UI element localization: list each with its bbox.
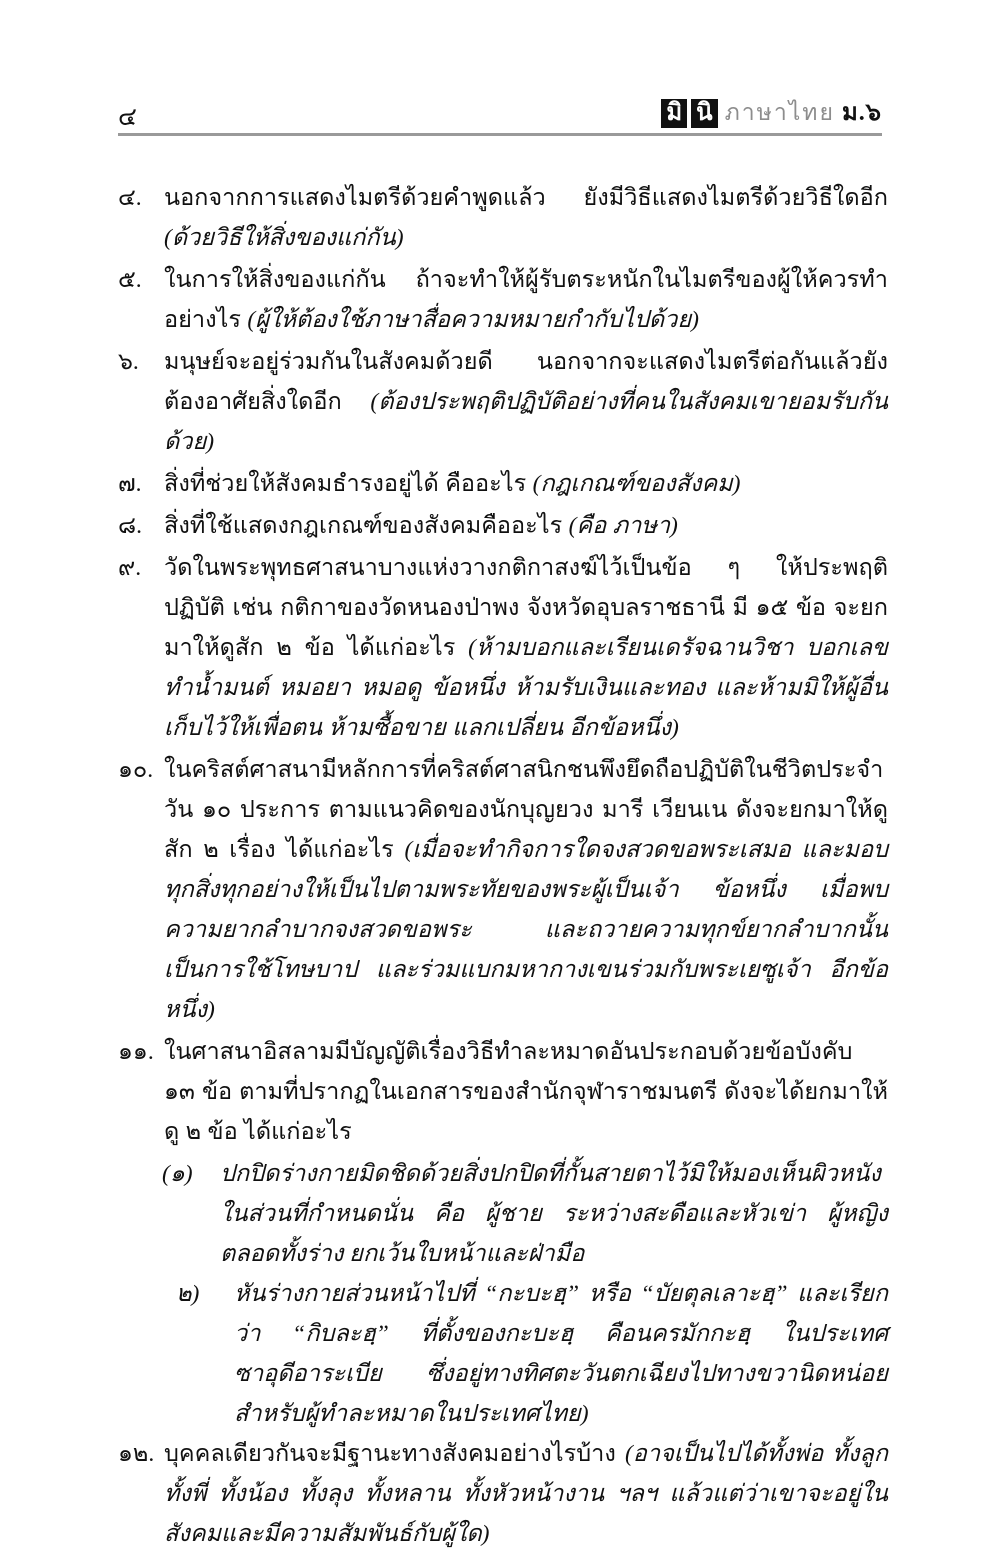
question-item [118, 178, 888, 258]
question-item [118, 260, 888, 340]
question-item [118, 548, 888, 748]
question-number: ๑๐. [118, 757, 154, 783]
subquestion-text: ปกปิดร่างกายมิดชิดด้วยสิ่งปกปิดที่กั้นสายตาไว้มิให้มองเห็นผิวหนังในส่วนที่กำหนดนั่น คือ ผู้ชาย ระหว่างสะดือและหัวเข่า ผู้หญิง ตลอดทั้งร่าง ยกเว้นใบหน้าและฝ่ามือ [220, 1161, 888, 1267]
question-number: ๑๑. [118, 1039, 154, 1065]
subquestion-item [162, 1274, 888, 1434]
question-text: ในคริสต์ศาสนามีหลักการที่คริสต์ศาสนิกชนพึงยึดถือปฏิบัติในชีวิตประจำวัน ๑๐ ประการ ตามแนวคิดของนักบุญยวง มารี เวียนเน ดังจะยกมาให้ดูสัก ๒ เรื่อง ได้แก่อะไร [164, 757, 888, 863]
brand-logo-icon [661, 99, 717, 128]
running-header [118, 86, 882, 132]
subquestion-group [118, 1154, 888, 1434]
question-answer: (อาจเป็นไปได้ทั้งพ่อ ทั้งลูก ทั้งพี่ ทั้งน้อง ทั้งลุง ทั้งหลาน ทั้งหัวหน้างาน ฯลฯ แล้วแต่ว่าเขาจะอยู่ในสังคมและมีความสัมพันธ์กับผู้ใด) [164, 1441, 888, 1547]
subquestion-text: หันร่างกายส่วนหน้าไปที่ “กะบะฮฺ” หรือ “บัยตุลเลาะฮฺ” และเรียกว่า “กิบละฮฺ” ที่ตั้งของกะบะฮฺ คือนครมักกะฮฺ ในประเทศซาอุดีอาระเบีย ซึ่งอยู่ทางทิศตะวันตกเฉียงไปทางขวานิดหน่อยสำหรับผู้ทำละหมาดในประเทศไทย) [234, 1281, 888, 1427]
question-item [118, 1434, 888, 1554]
question-text: มนุษย์จะอยู่ร่วมกันในสังคมด้วยดี นอกจากจะแสดงไมตรีต่อกันแล้วยังต้องอาศัยสิ่งใดอีก [164, 349, 888, 415]
question-item [118, 1032, 888, 1152]
question-item [118, 750, 888, 1030]
question-answer: (ต้องประพฤติปฏิบัติอย่างที่คนในสังคมเขายอมรับกันด้วย) [164, 389, 888, 455]
question-answer: (เมื่อจะทำกิจการใดจงสวดขอพระเสมอ และมอบทุกสิ่งทุกอย่างให้เป็นไปตามพระทัยของพระผู้เป็นเจ้า ข้อหนึ่ง เมื่อพบความยากลำบากจงสวดขอพระ และถวายความทุกข์ยากลำบากนั้นเป็นการใช้โทษบาป และร่วมแบกมหากางเขนร่วมกับพระเยซูเจ้า อีกข้อหนึ่ง) [164, 837, 889, 1023]
question-body [164, 1434, 888, 1554]
question-item [118, 506, 888, 546]
question-body [164, 548, 888, 748]
question-text: นอกจากการแสดงไมตรีด้วยคำพูดแล้ว ยังมีวิธีแสดงไมตรีด้วยวิธีใดอีก [164, 185, 888, 211]
question-body [164, 342, 888, 462]
subquestion-list [162, 1154, 888, 1434]
question-answer: (ห้ามบอกและเรียนเดรัจฉานวิชา บอกเลข ทำน้ำมนต์ หมอยา หมอดู ข้อหนึ่ง ห้ามรับเงินและทอง และห้ามมิให้ผู้อื่นเก็บไว้ให้เพื่อตน ห้ามซื้อขาย แลกเปลี่ยน อีกข้อหนึ่ง) [164, 635, 888, 741]
question-list [118, 178, 888, 1554]
subquestion-number: (๑) [162, 1161, 193, 1187]
question-body [164, 178, 888, 258]
question-body [164, 506, 888, 546]
header-divider [118, 133, 882, 136]
question-body [164, 464, 888, 504]
question-text: สิ่งที่ช่วยให้สังคมธำรงอยู่ได้ คืออะไร [164, 471, 533, 497]
question-answer: (คือ ภาษา) [568, 513, 678, 539]
subquestion-number: ๒) [176, 1281, 200, 1307]
question-number: ๙. [118, 555, 142, 581]
brand-letter-1: มิ [661, 99, 687, 128]
question-item [118, 342, 888, 462]
question-body [164, 1032, 888, 1152]
question-number: ๗. [118, 471, 142, 497]
question-answer: (ด้วยวิธีให้สิ่งของแก่กัน) [164, 225, 404, 251]
brand-letter-2: นิ [691, 99, 717, 128]
question-item [118, 464, 888, 504]
question-body [164, 260, 888, 340]
question-number: ๑๒. [118, 1441, 155, 1467]
question-text: สิ่งที่ใช้แสดงกฎเกณฑ์ของสังคมคืออะไร [164, 513, 569, 539]
question-list-container [118, 178, 888, 1556]
question-number: ๕. [118, 267, 142, 293]
page-number: ๔ [118, 104, 138, 131]
question-text: ในการให้สิ่งของแก่กัน ถ้าจะทำให้ผู้รับตระหนักในไมตรีของผู้ให้ควรทำอย่างไร [164, 267, 888, 333]
question-body [164, 750, 888, 1030]
question-text: วัดในพระพุทธศาสนาบางแห่งวางกติกาสงฆ์ไว้เป็นข้อ ๆ ให้ประพฤติปฏิบัติ เช่น กติกาของวัดหนองป่าพง จังหวัดอุบลราชธานี มี ๑๕ ข้อ จะยกมาให้ดูสัก ๒ ข้อ ได้แก่อะไร [164, 555, 888, 661]
question-text: บุคคลเดียวกันจะมีฐานะทางสังคมอย่างไรบ้าง [164, 1441, 625, 1467]
subquestion-list-container [162, 1154, 888, 1434]
question-text: ในศาสนาอิสลามมีบัญญัติเรื่องวิธีทำละหมาดอันประกอบด้วยข้อบังคับ ๑๓ ข้อ ตามที่ปรากฏในเอกสารของสำนักจุฬาราชมนตรี ดังจะได้ยกมาให้ดู ๒ ข้อ ได้แก่อะไร [164, 1039, 888, 1145]
brand-level: ม.๖ [841, 100, 882, 126]
question-answer: (ผู้ให้ต้องใช้ภาษาสื่อความหมายกำกับไปด้วย) [247, 307, 699, 333]
header-brand [661, 92, 882, 132]
question-number: ๘. [118, 513, 143, 539]
question-answer: (กฎเกณฑ์ของสังคม) [532, 471, 741, 497]
question-number: ๖. [118, 349, 139, 375]
brand-subject: ภาษาไทย [724, 100, 835, 125]
question-number: ๔. [118, 185, 142, 211]
subquestion-item [162, 1154, 888, 1274]
